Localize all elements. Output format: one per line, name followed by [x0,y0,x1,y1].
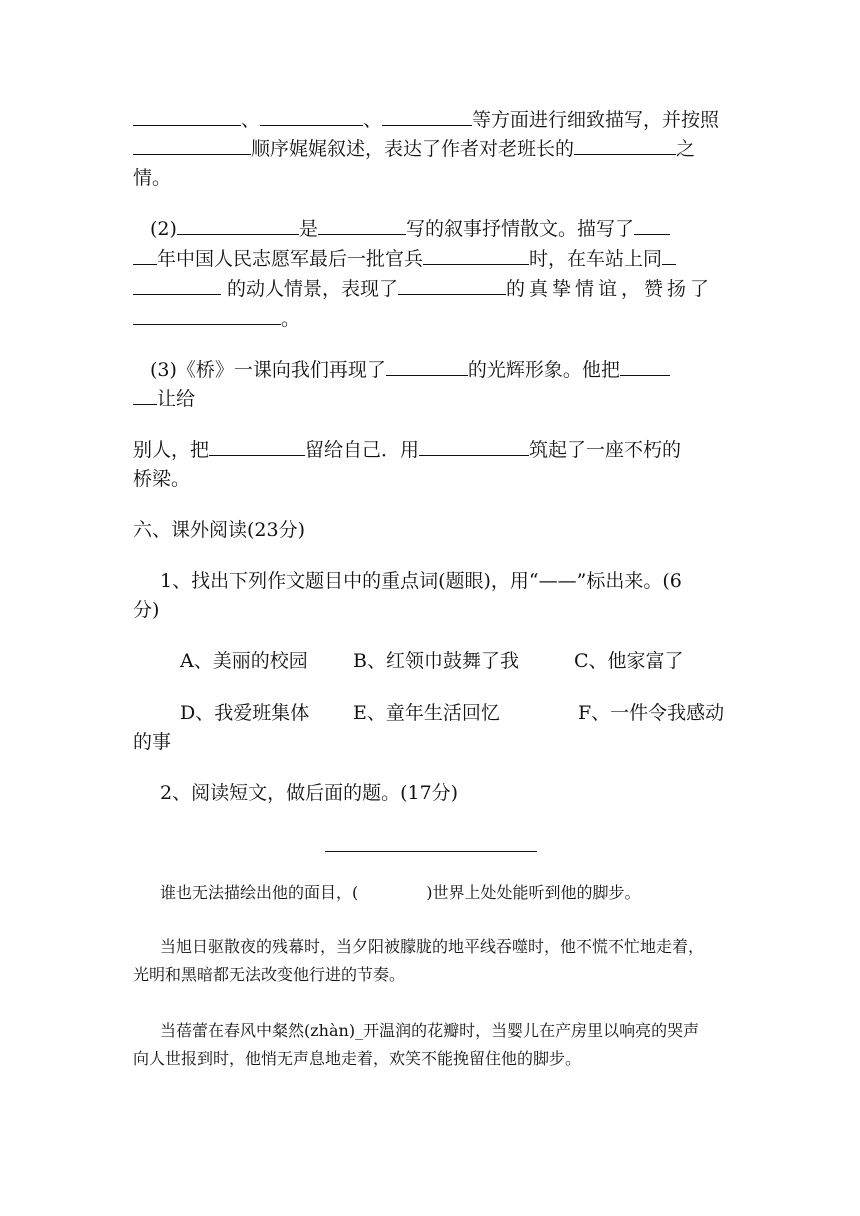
answer-blank[interactable] [133,277,221,295]
option-d: D、我爱班集体 [180,702,310,724]
q2-line-1: (2) 是 写的叙事抒情散文。描写了 [150,216,670,242]
passage-p2-line-1: 当旭日驱散夜的残幕时，当夕阳被朦胧的地平线吞噬时，他不慌不忙地走着， [160,937,705,956]
answer-blank[interactable] [209,438,305,456]
option-f: F、一件令我感动 [578,702,725,724]
answer-blank[interactable] [260,108,363,126]
passage-p3-line-1: 当蓓蕾在春风中粲然(zhàn)_开温润的花瓣时，当婴儿在产房里以响亮的哭声 [160,1021,700,1040]
passage-p2-line-2: 光明和黑暗都无法改变他行进的节奏。 [133,965,406,984]
q2-heading: 2、阅读短文，做后面的题。(17分) [160,782,459,804]
answer-blank[interactable] [133,387,157,405]
option-e: E、童年生活回忆 [353,702,500,724]
answer-blank[interactable] [318,217,406,235]
answer-blank[interactable] [634,217,670,235]
answer-blank[interactable] [133,247,157,265]
q3-line-4: 桥梁。 [133,468,191,490]
answer-blank[interactable] [133,137,251,155]
passage-title-blank[interactable] [325,851,537,852]
sec5-line-3: 情。 [133,167,172,189]
q3-line-3: 别人，把 留给自己．用 筑起了一座不朽的 [133,439,682,461]
answer-blank[interactable] [620,358,670,376]
answer-blank[interactable] [382,108,472,126]
q1-prompt-line-2: 分) [133,599,160,621]
q2-line-2: 年中国人民志愿军最后一批官兵 时，在车站上同 [133,246,676,272]
answer-blank[interactable] [386,358,468,376]
answer-blank[interactable] [133,307,281,325]
option-f-continued: 的事 [133,731,172,753]
answer-blank[interactable] [662,247,676,265]
option-a: A、美丽的校园 [180,650,308,672]
answer-blank[interactable] [133,108,241,126]
sec5-line-2: 顺序娓娓叙述，表达了作者对老班长的 之 [133,136,695,162]
sec5-line-1: 、 、 等方面进行细致描写，并按照 [133,107,719,133]
answer-blank[interactable] [398,277,506,295]
q2-line-3: 的动人情景，表现了 的真挚情谊，赞扬了 [133,276,713,302]
answer-blank[interactable] [574,137,676,155]
passage-p1: 谁也无法描绘出他的面目，( )世界上处处能听到他的脚步。 [160,883,641,902]
answer-blank[interactable] [177,217,299,235]
q3-line-1: (3)《桥》一课向我们再现了 的光辉形象。他把 [150,357,670,383]
answer-blank[interactable] [423,247,529,265]
q1-prompt-line-1: 1、找出下列作文题目中的重点词(题眼)，用“——”标出来。(6 [160,570,682,592]
answer-blank[interactable] [419,438,529,456]
q3-line-2: 让给 [133,386,195,412]
option-b: B、红领巾鼓舞了我 [353,650,519,672]
q2-line-4: 。 [133,306,300,332]
passage-p3-line-2: 向人世报到时，他悄无声息地走着，欢笑不能挽留住他的脚步。 [133,1049,582,1068]
section-heading: 六、课外阅读(23分) [133,519,306,541]
option-c: C、他家富了 [574,650,684,672]
